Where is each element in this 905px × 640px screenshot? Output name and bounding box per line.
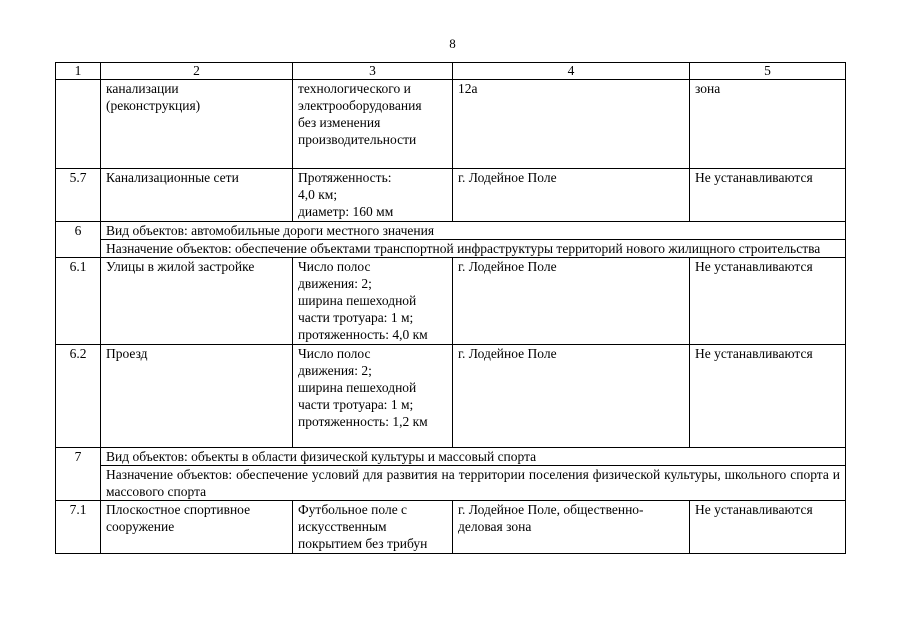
characteristics-cell: Число полос движения: 2; ширина пешеходной части тротуара: 1 м; протяженность: 4,0 км — [293, 258, 453, 345]
section-purpose-row — [56, 466, 846, 501]
section-type-cell: Вид объектов: объекты в области физической культуры и массовый спорта — [101, 448, 846, 466]
section-type-cell: Вид объектов: автомобильные дороги местного значения — [101, 222, 846, 240]
characteristics-cell: Футбольное поле с искусственным покрытием без трибун — [293, 501, 453, 554]
row-number-cell: 6.1 — [56, 258, 101, 345]
row-number-cell: 7.1 — [56, 501, 101, 554]
column-header: 1 — [56, 63, 101, 80]
table-row — [56, 258, 846, 345]
column-header: 5 — [690, 63, 846, 80]
row-number-cell — [56, 80, 101, 169]
objects-table — [55, 62, 846, 554]
section-number-cell: 6 — [56, 222, 101, 258]
section-purpose-cell: Назначение объектов: обеспечение условий для развития на территории поселения физической культуры, школьного спорта и массового спорта — [101, 466, 846, 501]
object-name-cell: канализации (реконструкция) — [101, 80, 293, 169]
location-cell: г. Лодейное Поле, общественно- деловая зона — [453, 501, 690, 554]
zone-cell: Не устанавливаются — [690, 169, 846, 222]
table-row — [56, 169, 846, 222]
section-purpose-cell: Назначение объектов: обеспечение объектами транспортной инфраструктуры территорий нового жилищного строительства — [101, 240, 846, 258]
column-header: 3 — [293, 63, 453, 80]
characteristics-cell: Число полос движения: 2; ширина пешеходной части тротуара: 1 м; протяженность: 1,2 км — [293, 345, 453, 448]
object-name-cell: Улицы в жилой застройке — [101, 258, 293, 345]
section-row — [56, 448, 846, 466]
zone-cell: зона — [690, 80, 846, 169]
location-cell: г. Лодейное Поле — [453, 258, 690, 345]
row-number-cell: 5.7 — [56, 169, 101, 222]
zone-cell: Не устанавливаются — [690, 501, 846, 554]
object-name-cell: Канализационные сети — [101, 169, 293, 222]
location-cell: г. Лодейное Поле — [453, 345, 690, 448]
section-purpose-row — [56, 240, 846, 258]
object-name-cell: Плоскостное спортивное сооружение — [101, 501, 293, 554]
location-cell: г. Лодейное Поле — [453, 169, 690, 222]
table-header-row — [56, 63, 846, 80]
characteristics-cell: Протяженность: 4,0 км; диаметр: 160 мм — [293, 169, 453, 222]
characteristics-cell: технологического и электрооборудования без изменения производительности — [293, 80, 453, 169]
table-row — [56, 80, 846, 169]
table-row — [56, 345, 846, 448]
row-number-cell: 6.2 — [56, 345, 101, 448]
object-name-cell: Проезд — [101, 345, 293, 448]
section-row — [56, 222, 846, 240]
zone-cell: Не устанавливаются — [690, 345, 846, 448]
location-cell: 12а — [453, 80, 690, 169]
page-number: 8 — [449, 36, 456, 51]
column-header: 4 — [453, 63, 690, 80]
section-number-cell: 7 — [56, 448, 101, 501]
zone-cell: Не устанавливаются — [690, 258, 846, 345]
column-header: 2 — [101, 63, 293, 80]
table-row — [56, 501, 846, 554]
